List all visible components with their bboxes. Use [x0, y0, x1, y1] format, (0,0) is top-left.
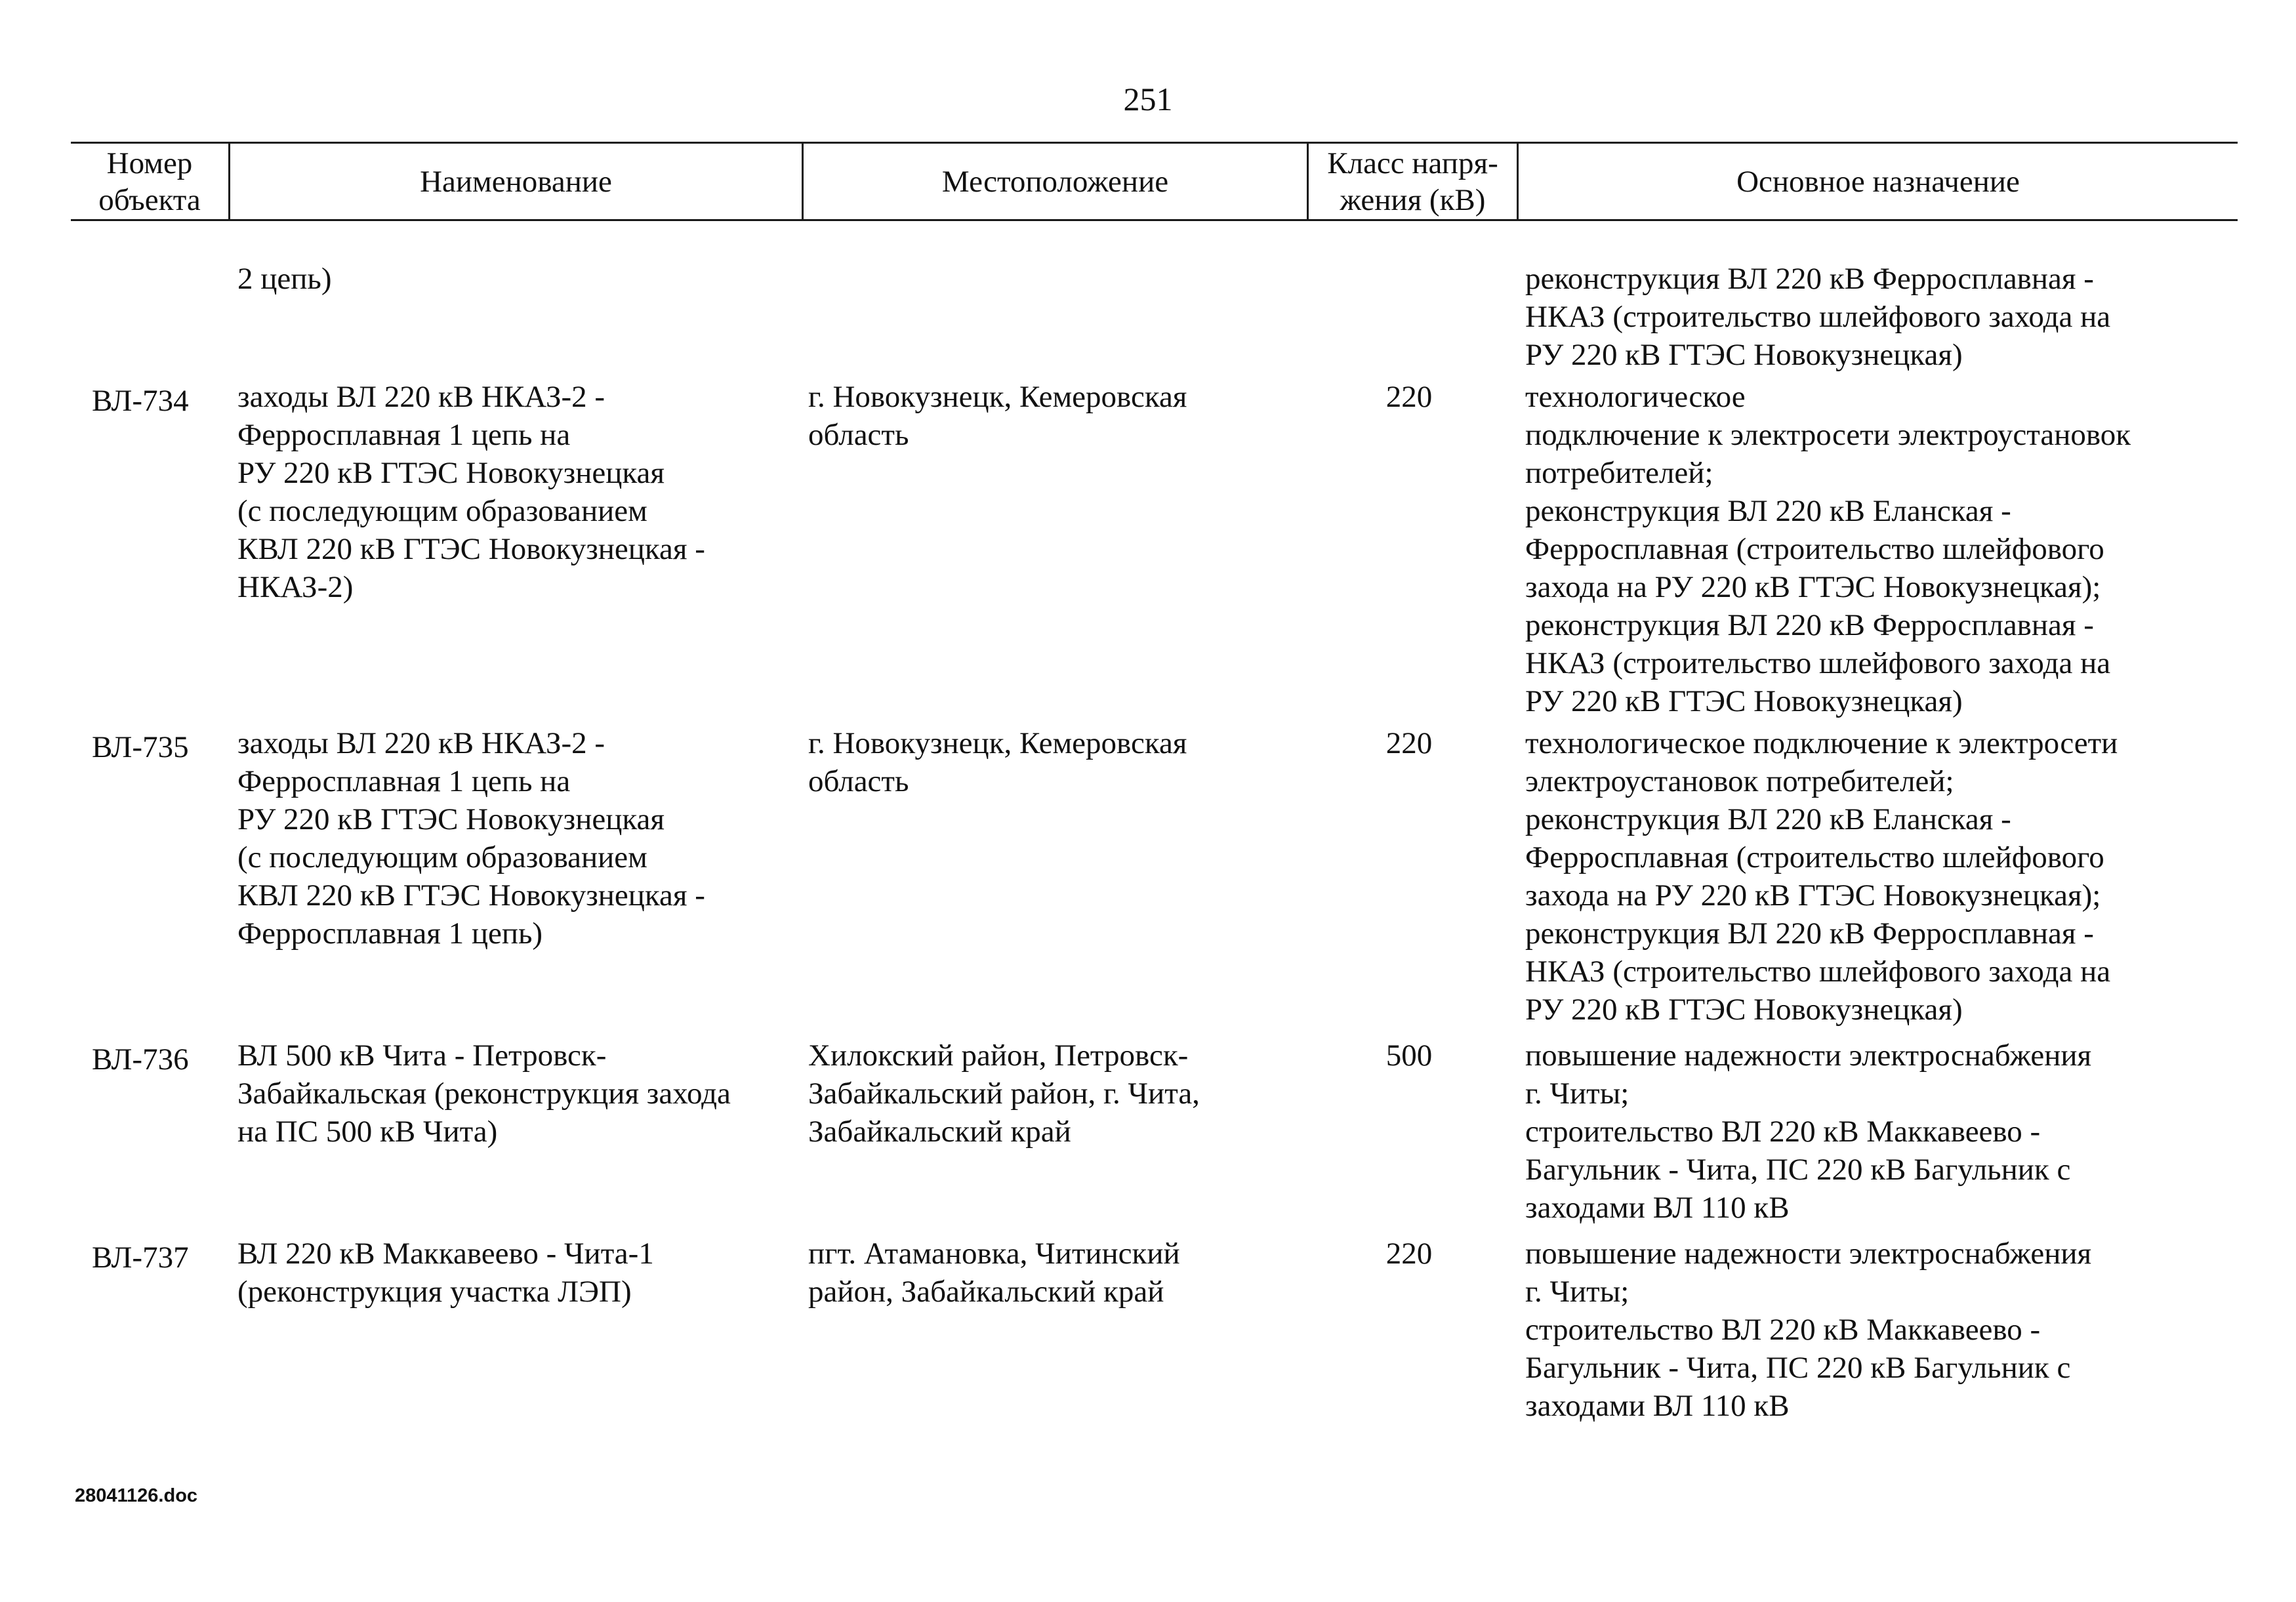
- header-number: Номер объекта: [98, 146, 201, 217]
- table-row-0-name: 2 цепь): [237, 262, 332, 296]
- table-row-3-purpose: повышение надежности электроснабжения г. Читы; строительство ВЛ 220 кВ Маккавеево - Багульник - Чита, ПС 220 кВ Багульник с заходами ВЛ 110 кВ: [1525, 1038, 2092, 1225]
- header-name: Наименование: [420, 164, 612, 199]
- header-purpose: Основное назначение: [1736, 164, 2020, 199]
- header-location: Местоположение: [941, 164, 1169, 199]
- table-row-3-location: Хилокский район, Петровск- Забайкальский район, г. Чита, Забайкальский край: [808, 1038, 1200, 1149]
- table-row-2-name: заходы ВЛ 220 кВ НКАЗ-2 - Ферросплавная 1 цепь на РУ 220 кВ ГТЭС Новокузнецкая (с последующим образованием КВЛ 220 кВ ГТЭС Новокузнецкая - Ферросплавная 1 цепь): [237, 726, 705, 951]
- table-row-2-location: г. Новокузнецк, Кемеровская область: [808, 726, 1187, 798]
- table-row-0-purpose: реконструкция ВЛ 220 кВ Ферросплавная - НКАЗ (строительство шлейфового захода на РУ 220 кВ ГТЭС Новокузнецкая): [1525, 262, 2111, 372]
- table-row-4-voltage: 220: [1385, 1237, 1433, 1271]
- header-voltage: Класс напря- жения (кВ): [1327, 146, 1498, 217]
- table-row-1-number: ВЛ-734: [92, 384, 189, 418]
- table-row-1-purpose: технологическое подключение к электросети электроустановок потребителей; реконструкция ВЛ 220 кВ Еланская - Ферросплавная (строительство шлейфового захода на РУ 220 кВ ГТЭС Новокузнецкая); реконструкция ВЛ 220 кВ Ферросплавная - НКАЗ (строительство шлейфового захода на РУ 220 кВ ГТЭС Новокузнецкая): [1525, 380, 2131, 718]
- table-row-3-name: ВЛ 500 кВ Чита - Петровск- Забайкальская (реконструкция захода на ПС 500 кВ Чита): [237, 1038, 731, 1149]
- table-row-3-number: ВЛ-736: [92, 1042, 189, 1077]
- table-row-4-number: ВЛ-737: [92, 1241, 189, 1275]
- table-row-1-voltage: 220: [1385, 380, 1433, 414]
- footer-filename: 28041126.doc: [75, 1485, 198, 1506]
- page-number: 251: [1123, 81, 1173, 117]
- table-row-4-location: пгт. Атамановка, Читинский район, Забайкальский край: [808, 1237, 1180, 1309]
- table-row-1-location: г. Новокузнецк, Кемеровская область: [808, 380, 1187, 452]
- table-row-2-voltage: 220: [1385, 726, 1433, 760]
- header-bottom-rule: [71, 219, 2238, 221]
- table-row-2-number: ВЛ-735: [92, 730, 189, 764]
- table-row-1-name: заходы ВЛ 220 кВ НКАЗ-2 - Ферросплавная 1 цепь на РУ 220 кВ ГТЭС Новокузнецкая (с последующим образованием КВЛ 220 кВ ГТЭС Новокузнецкая - НКАЗ-2): [237, 380, 705, 604]
- table-row-4-purpose: повышение надежности электроснабжения г. Читы; строительство ВЛ 220 кВ Маккавеево - Багульник - Чита, ПС 220 кВ Багульник с заходами ВЛ 110 кВ: [1525, 1237, 2092, 1423]
- table-row-3-voltage: 500: [1385, 1038, 1433, 1073]
- table-row-2-purpose: технологическое подключение к электросети электроустановок потребителей; реконструкция ВЛ 220 кВ Еланская - Ферросплавная (строительство шлейфового захода на РУ 220 кВ ГТЭС Новокузнецкая); реконструкция ВЛ 220 кВ Ферросплавная - НКАЗ (строительство шлейфового захода на РУ 220 кВ ГТЭС Новокузнецкая): [1525, 726, 2118, 1027]
- table-row-4-name: ВЛ 220 кВ Маккавеево - Чита-1 (реконструкция участка ЛЭП): [237, 1237, 654, 1309]
